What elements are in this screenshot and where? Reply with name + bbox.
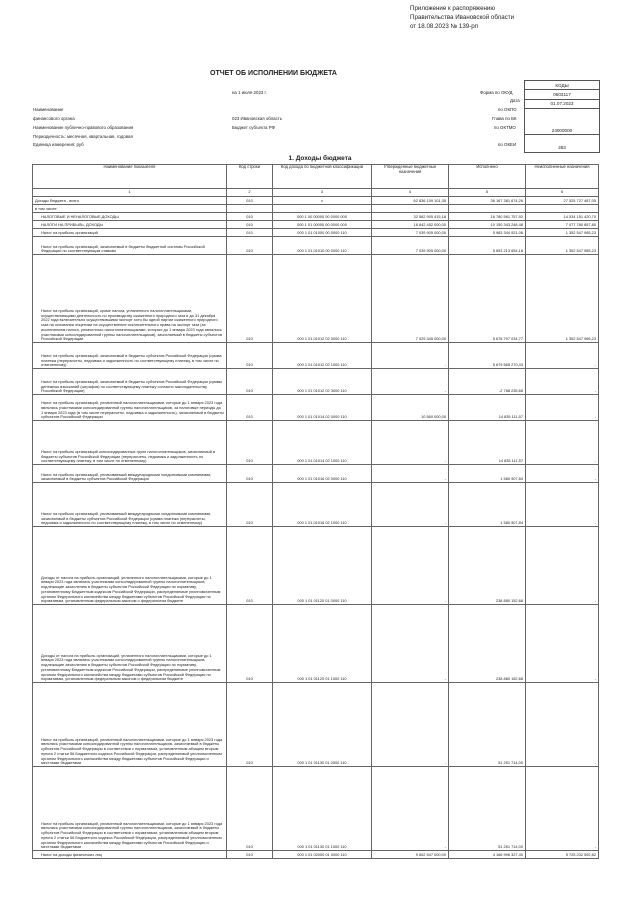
cell-unexecuted: 1 352 547 985,23 [526,229,599,237]
cell-approved: - [372,527,449,605]
cell-code: 000 1 01 01120 01 1000 110 [273,605,372,683]
cell-name: Налог на прибыль организаций, зачисляемый в бюджеты субъектов Российской Федерации (суммы денежных взысканий (штрафов) по соответствующему платежу согласно законодательству Российской Федерации) [33,369,227,395]
okei-label: по ОКЕИ [498,142,517,147]
column-number: 4 [372,189,449,197]
date-label: Дата [510,98,520,103]
header-executed: Исполнено [449,165,526,189]
cell-unexecuted: - [526,421,599,465]
table-row [33,369,599,395]
cell-approved: - [372,683,449,767]
period-label: Периодичность: месячная, квартальная, годовая [33,134,133,139]
cell-approved: 62 836 109 101,35 [372,197,449,205]
cell-line: 010 [227,237,273,255]
cell-approved: 7 039 905 000,00 [372,237,449,255]
cell-line: 010 [227,395,273,421]
table-row [33,395,599,421]
cell-approved: 32 562 905 415,18 [372,213,449,221]
header-line-code: Код строки [227,165,273,189]
table-row [33,421,599,465]
cell-executed: 238 880 152,68 [449,527,526,605]
date-value: 01.07.2023 [524,100,600,109]
table-row [33,229,599,237]
cell-approved: - [372,343,449,369]
cell-line: 010 [227,527,273,605]
column-number: 1 [33,189,227,197]
column-number: 3 [273,189,372,197]
approval-line-2: Правительства Ивановской области [410,14,515,21]
cell-unexecuted: - [526,343,599,369]
cell-line: 010 [227,221,273,229]
table-row [33,343,599,369]
column-number: 6 [526,189,599,197]
cell-code: 000 1 01 01010 00 0000 110 [273,237,372,255]
cell-approved: 7 029 345 000,00 [372,255,449,343]
glava-label: Глава по БК [492,116,517,121]
cell-executed: 5 983 344 921,06 [449,229,526,237]
oktmo-label: по ОКТМО [494,125,516,130]
cell-name: Налог на прибыль организаций консолидированных групп налогоплательщиков, зачисляемый в бюджеты субъектов Российской Федерации (перерасчеты, недоимка и задолженность по соответствующему платежу, в том числе по отмененному) [33,421,227,465]
cell-code: 000 1 01 01014 02 1000 110 [273,421,372,465]
cell-unexecuted: - [526,683,599,767]
cell-executed: 5 679 565 270,43 [449,343,526,369]
cell-executed: -2 768 235,66 [449,369,526,395]
cell-code: x [273,197,372,205]
table-row [33,213,599,221]
cell-name: Налог на прибыль организаций, уплачиваемый международными холдинговыми компаниями, зачисляемый в бюджеты субъектов Российской Федерации (сумма платежа (перерасчеты, недоимка и задолженность по соответствующему платежу, в том числе по отмененному) [33,483,227,527]
cell-unexecuted: 1 352 547 965,23 [526,255,599,343]
table-row [33,605,599,683]
oktmo-value: 24000000 [524,126,600,135]
cell-executed: 4 166 996 327,40 [449,851,526,859]
cell-code [273,205,372,213]
cell-unexecuted: 5 725 232 592,82 [526,851,599,859]
cell-name: Налог на прибыль организаций, уплаченный налогоплательщиками, которые до 1 января 2023 года являлись участниками консолидированной группы налогоплательщиков, за налоговые периоды до 1 января 2023 года (в том числе перерасчеты, недоимка и задолженность), зачисляемый в бюджеты субъектов Российской Федерации [33,395,227,421]
table-header-row [33,165,599,189]
cell-line: 010 [227,683,273,767]
cell-line: 010 [227,851,273,859]
cell-executed: 5 693 213 654,18 [449,237,526,255]
period-value [524,135,600,143]
cell-unexecuted: - [526,767,599,851]
cell-code: 000 1 01 01130 01 1000 110 [273,767,372,851]
cell-unexecuted: - [526,395,599,421]
cell-code: 000 1 01 01012 02 3000 110 [273,369,372,395]
cell-name: Налог на прибыль организаций, уплачиваемый международными холдинговыми компаниями, зачисляемый в бюджеты субъектов Российской Федерации [33,465,227,483]
cell-line: 010 [227,229,273,237]
okei-value: 383 [524,144,600,153]
cell-executed: 51 251 714,00 [449,683,526,767]
cell-code: 000 1 01 01120 01 0000 110 [273,527,372,605]
report-title: ОТЧЕТ ОБ ИСПОЛНЕНИИ БЮДЖЕТА [210,70,337,77]
table-row [33,683,599,767]
income-table [32,164,599,859]
cell-name: Доходы бюджета - всего [33,197,227,205]
column-number: 2 [227,189,273,197]
cell-approved: - [372,421,449,465]
header-approved: Утвержденные бюджетные назначения [372,165,449,189]
okpo-value [524,109,600,117]
cell-code: 000 1 01 01000 00 0000 110 [273,229,372,237]
cell-name: Налог на прибыль организаций, зачисляемый в бюджеты субъектов Российской Федерации (сумма платежа (перерасчеты, недоимка и задолженность по соответствующему платежу, в том числе по отмененному) [33,343,227,369]
name-label: Наименование [33,107,64,112]
column-number: 5 [449,189,526,197]
cell-line: 010 [227,197,273,205]
cell-code: 000 1 01 01016 02 0000 110 [273,465,372,483]
cell-approved: 10 560 000,00 [372,395,449,421]
cell-code: 000 1 00 00000 00 0000 000 [273,213,372,221]
cell-code: 000 1 01 02000 01 0000 110 [273,851,372,859]
cell-line: 010 [227,483,273,527]
header-name: Наименование показателя [33,165,227,189]
table-row [33,197,599,205]
table-row [33,767,599,851]
cell-unexecuted: - [526,605,599,683]
cell-name: Доходы от налога на прибыль организаций, уплаченного налогоплательщиками, которые до 1 января 2023 года являлись участниками консолидированной группы налогоплательщиков, подлежащие зачислению в бюджеты субъектов Российской Федерации по нормативу, установленному Бюджетным кодексом Российской Федерации, распределяемые уполномоченным органом Федерального казначейства между бюджетами субъектов Российской Федерации по нормативам, установленным федеральным законом о федеральном бюджете [33,527,227,605]
table-row [33,851,599,859]
table-row [33,527,599,605]
table-row [33,465,599,483]
okpo-label: по ОКПО [498,107,517,112]
cell-code: 000 1 01 01012 02 0000 110 [273,255,372,343]
cell-approved: - [372,465,449,483]
cell-name: Налог на доходы физических лиц [33,851,227,859]
cell-approved: - [372,483,449,527]
cell-name: Доходы от налога на прибыль организаций, уплаченного налогоплательщиками, которые до 1 января 2023 года являлись участниками консолидированной группы налогоплательщиков, подлежащие зачислению в бюджеты субъектов Российской Федерации по нормативу, установленному Бюджетным кодексом Российской Федерации, распределяемые уполномоченным органом Федерального казначейства между бюджетами субъектов Российской Федерации по нормативам, установленным федеральным законом о федеральном бюджете [33,605,227,683]
fin-body-label: финансового органа [33,116,75,121]
table-row [33,255,599,343]
cell-line [227,205,273,213]
table-row [33,483,599,527]
cell-line: 010 [227,767,273,851]
cell-approved: 16 642 452 000,00 [372,221,449,229]
cell-code: 000 1 01 01016 02 1000 110 [273,483,372,527]
codes-header: КОДЫ [524,80,600,90]
cell-unexecuted: 14 534 151 420,70 [526,213,599,221]
cell-approved: 7 039 905 000,00 [372,229,449,237]
cell-line: 010 [227,255,273,343]
cell-line: 010 [227,465,273,483]
cell-name: Налог на прибыль организаций, уплаченный налогоплательщиками, которые до 1 января 2023 года являлись участниками консолидированной группы налогоплательщиков, зачисляемый в бюджеты субъектов Российской Федерации в соответствии с нормативом, установленным абзацем вторым пункта 2 статьи 56 Бюджетного кодекса Российской Федерации, распределяемый уполномоченным органом Федерального казначейства между бюджетами субъектов Российской Федерации и местными бюджетами [33,683,227,767]
cell-line: 010 [227,605,273,683]
approval-line-3: от 18.08.2023 № 139-рп [410,23,479,30]
cell-executed [449,205,526,213]
cell-code: 000 1 01 01014 02 0000 110 [273,395,372,421]
section-title: 1. Доходы бюджета [288,155,352,162]
cell-name: Налог на прибыль организаций, зачисляемый в бюджеты бюджетной системы Российской Федерации по соответствующим ставкам [33,237,227,255]
cell-unexecuted: - [526,369,599,395]
cell-approved: - [372,369,449,395]
cell-unexecuted: 1 352 547 985,23 [526,237,599,255]
cell-name: НАЛОГИ НА ПРИБЫЛЬ, ДОХОДЫ [33,221,227,229]
cell-approved: - [372,767,449,851]
cell-executed: 51 251 714,00 [449,767,526,851]
cell-name: Налог на прибыль организаций, кроме налога, уплаченного налогоплательщиками, осуществляющими деятельность по производству сжиженного природного газа и до 31 декабря 2022 года включительно осуществившими экспорт хотя бы одной партии сжиженного природного газа на основании лицензии на осуществление исключительного права на экспорт газа (за исключением налога, уплаченного налогоплательщиками, которые до 1 января 2023 года являлись участниками консолидированной группы налогоплательщиков), зачисляемый в бюджеты субъектов Российской Федерации [33,255,227,343]
cell-line: 010 [227,343,273,369]
cell-executed: 36 167 381 674,26 [449,197,526,205]
cell-executed: 14 835 111,57 [449,421,526,465]
cell-unexecuted: - [526,465,599,483]
table-column-numbers-row [33,189,599,197]
budget-label: Наименование публично-правового образования [33,125,134,130]
codes-box [524,80,600,153]
cell-code: 000 1 01 00000 00 0000 000 [273,221,372,229]
okud-label: Форма по ОКУД [480,90,513,95]
cell-approved: - [372,605,449,683]
cell-unexecuted: - [526,483,599,527]
cell-executed: 1 580 907,84 [449,465,526,483]
cell-name: в том числе: [33,205,227,213]
cell-approved [372,205,449,213]
table-row [33,237,599,255]
okud-value: 0503117 [524,90,600,99]
cell-unexecuted: 27 525 727 487,05 [526,197,599,205]
cell-executed: 14 835 111,57 [449,395,526,421]
report-date: на 1 июля 2023 г. [232,90,267,95]
cell-approved: 9 602 547 000,00 [372,851,449,859]
cell-executed: 1 580 907,84 [449,483,526,527]
header-income-code: Код дохода по бюджетной классификации [273,165,372,189]
approval-block [410,4,514,31]
table-row [33,221,599,229]
cell-line: 010 [227,213,273,221]
header-unexecuted: Неисполненные назначения [526,165,599,189]
cell-executed: 238 880 152,68 [449,605,526,683]
cell-unexecuted: 7 077 780 857,80 [526,221,599,229]
table-row [33,205,599,213]
cell-unexecuted [526,205,599,213]
cell-code: 000 1 01 01130 01 0000 110 [273,683,372,767]
cell-code: 000 1 01 01012 02 1000 110 [273,343,372,369]
budget-value: Бюджет субъекта РФ [232,125,275,130]
cell-name: НАЛОГОВЫЕ И НЕНАЛОГОВЫЕ ДОХОДЫ [33,213,227,221]
cell-executed: 10 150 343 248,48 [449,221,526,229]
cell-name: Налог на прибыль организаций, уплаченный налогоплательщиками, которые до 1 января 2023 года являлись участниками консолидированной группы налогоплательщиков, зачисляемый в бюджеты субъектов Российской Федерации в соответствии с нормативом, установленным абзацем вторым пункта 2 статьи 56 Бюджетного кодекса Российской Федерации, распределяемый уполномоченным органом Федерального казначейства между бюджетами субъектов Российской Федерации и местными бюджетами [33,767,227,851]
cell-executed: 16 780 561 757,92 [449,213,526,221]
cell-executed: 5 676 797 034,77 [449,255,526,343]
cell-line: 010 [227,421,273,465]
cell-line: 010 [227,369,273,395]
cell-unexecuted: - [526,527,599,605]
unit-label: Единица измерения: руб [33,142,84,147]
approval-line-1: Приложение к распоряжению [410,5,496,12]
cell-name: Налог на прибыль организаций [33,229,227,237]
fin-body-value: 023 Ивановская область [232,116,283,121]
glava-value [524,118,600,126]
